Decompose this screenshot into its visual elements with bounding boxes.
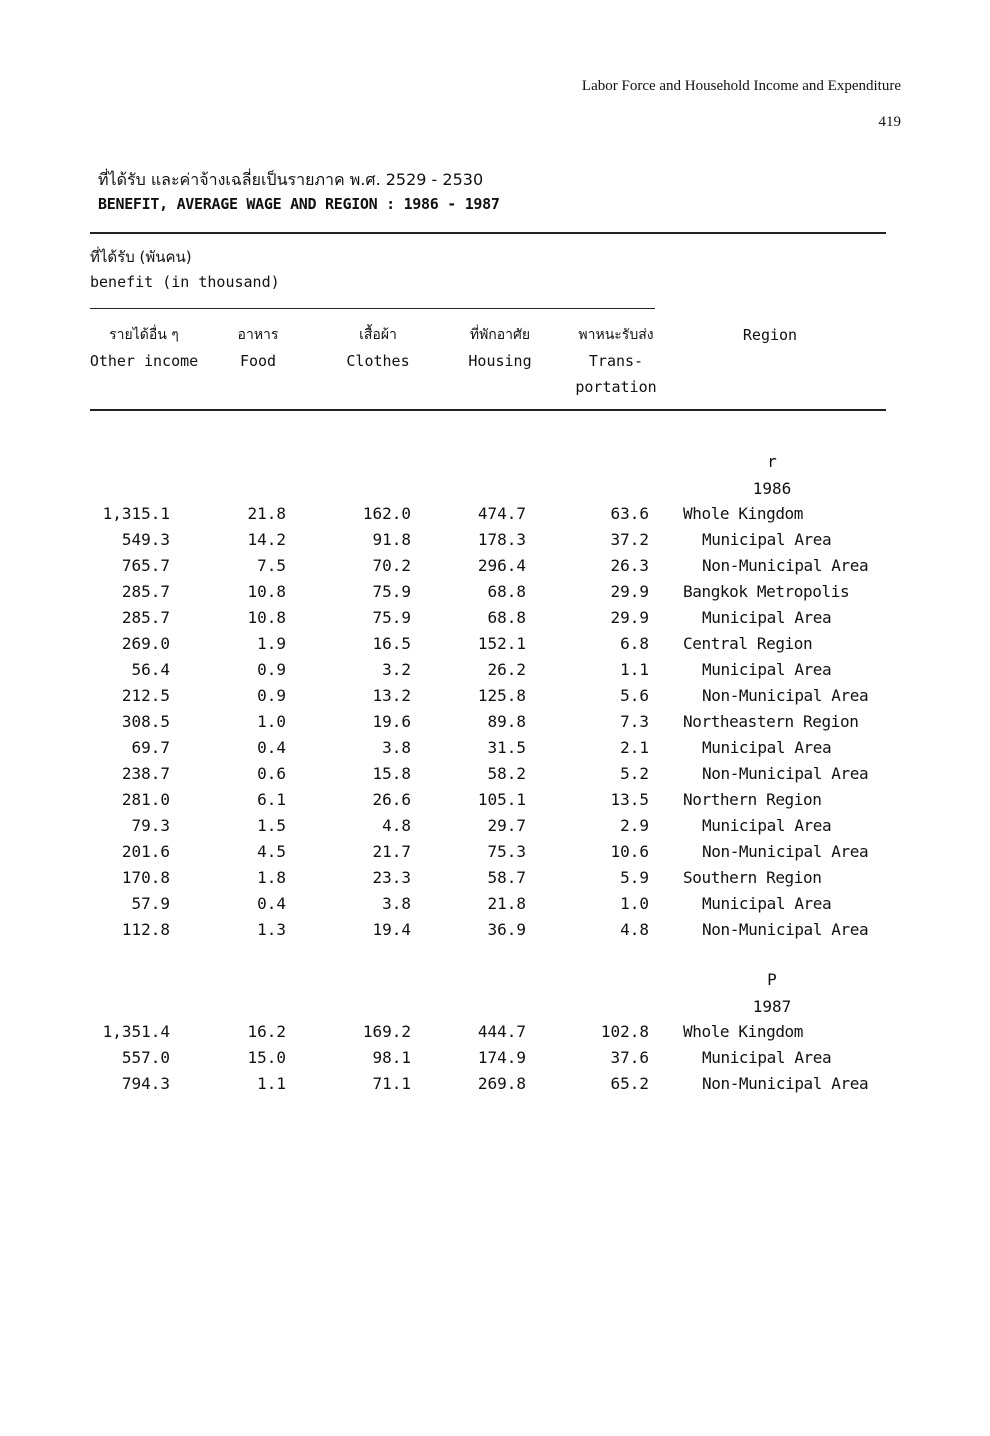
top-rule <box>90 232 886 234</box>
section-year: 1987 <box>752 997 792 1016</box>
cell-other-income: 308.5 <box>121 712 170 731</box>
cell-housing: 29.7 <box>487 816 526 835</box>
table-row <box>0 790 990 816</box>
column-header-english: Food <box>239 352 277 370</box>
cell-housing: 21.8 <box>487 894 526 913</box>
cell-other-income: 212.5 <box>121 686 170 705</box>
cell-other-income: 56.4 <box>131 660 170 679</box>
cell-other-income: 79.3 <box>131 816 170 835</box>
cell-transportation: 63.6 <box>610 504 649 523</box>
cell-housing: 89.8 <box>487 712 526 731</box>
cell-food: 0.6 <box>257 764 286 783</box>
cell-region: Municipal Area <box>702 816 832 835</box>
cell-other-income: 1,315.1 <box>102 504 170 523</box>
cell-food: 10.8 <box>247 608 286 627</box>
table-row <box>0 738 990 764</box>
cell-region: Non-Municipal Area <box>702 686 869 705</box>
section-marker: P <box>767 970 777 989</box>
cell-housing: 68.8 <box>487 582 526 601</box>
cell-transportation: 5.2 <box>620 764 649 783</box>
cell-clothes: 162.0 <box>362 504 411 523</box>
cell-food: 1.9 <box>257 634 286 653</box>
table-row <box>0 712 990 738</box>
cell-transportation: 6.8 <box>620 634 649 653</box>
table-row <box>0 504 990 530</box>
cell-transportation: 2.1 <box>620 738 649 757</box>
cell-other-income: 69.7 <box>131 738 170 757</box>
cell-clothes: 75.9 <box>372 582 411 601</box>
cell-clothes: 3.2 <box>382 660 411 679</box>
column-header-thai: ที่พักอาศัย <box>469 327 531 343</box>
column-header-english: Housing <box>468 352 532 370</box>
cell-region: Northeastern Region <box>683 712 859 731</box>
cell-clothes: 71.1 <box>372 1074 411 1093</box>
cell-food: 7.5 <box>257 556 286 575</box>
table-row <box>0 660 990 686</box>
cell-other-income: 201.6 <box>121 842 170 861</box>
section-year: 1986 <box>752 479 792 498</box>
cell-housing: 58.7 <box>487 868 526 887</box>
column-header-thai: รายได้อื่น ๆ <box>109 327 179 343</box>
cell-transportation: 5.6 <box>620 686 649 705</box>
cell-region: Non-Municipal Area <box>702 556 869 575</box>
column-header-region <box>720 322 820 348</box>
cell-transportation: 29.9 <box>610 608 649 627</box>
cell-food: 1.0 <box>257 712 286 731</box>
cell-food: 15.0 <box>247 1048 286 1067</box>
cell-transportation: 4.8 <box>620 920 649 939</box>
cell-region: Bangkok Metropolis <box>683 582 850 601</box>
cell-other-income: 285.7 <box>121 608 170 627</box>
cell-transportation: 2.9 <box>620 816 649 835</box>
cell-food: 4.5 <box>257 842 286 861</box>
cell-food: 0.4 <box>257 894 286 913</box>
column-header-other-income <box>84 322 204 374</box>
cell-other-income: 269.0 <box>121 634 170 653</box>
cell-housing: 444.7 <box>477 1022 526 1041</box>
cell-food: 1.3 <box>257 920 286 939</box>
cell-clothes: 23.3 <box>372 868 411 887</box>
cell-region: Municipal Area <box>702 660 832 679</box>
cell-region: Non-Municipal Area <box>702 1074 869 1093</box>
cell-housing: 75.3 <box>487 842 526 861</box>
column-header-english-cont: portation <box>575 378 657 396</box>
cell-region: Municipal Area <box>702 894 832 913</box>
header-bottom-rule <box>90 409 886 411</box>
cell-food: 0.9 <box>257 660 286 679</box>
column-header-english: Region <box>742 326 798 344</box>
table-row <box>0 764 990 790</box>
cell-clothes: 75.9 <box>372 608 411 627</box>
cell-food: 0.4 <box>257 738 286 757</box>
table-body <box>0 1022 990 1100</box>
column-header-english: Trans- <box>588 352 644 370</box>
cell-food: 16.2 <box>247 1022 286 1041</box>
cell-housing: 58.2 <box>487 764 526 783</box>
column-header-thai: อาหาร <box>237 327 279 343</box>
cell-food: 21.8 <box>247 504 286 523</box>
cell-food: 1.1 <box>257 1074 286 1093</box>
cell-transportation: 10.6 <box>610 842 649 861</box>
cell-region: Municipal Area <box>702 1048 832 1067</box>
cell-food: 10.8 <box>247 582 286 601</box>
table-title-thai: ที่ได้รับ และค่าจ้างเฉลี่ยเป็นรายภาค พ.ศ. 2529 - 2530 <box>98 170 484 189</box>
cell-region: Whole Kingdom <box>683 1022 804 1041</box>
column-header-english: Clothes <box>346 352 410 370</box>
column-header-food <box>228 322 288 374</box>
cell-transportation: 37.6 <box>610 1048 649 1067</box>
cell-region: Southern Region <box>683 868 822 887</box>
cell-clothes: 26.6 <box>372 790 411 809</box>
cell-transportation: 37.2 <box>610 530 649 549</box>
running-head: Labor Force and Household Income and Expenditure <box>581 78 901 94</box>
cell-other-income: 765.7 <box>121 556 170 575</box>
column-header-transportation <box>568 322 664 400</box>
cell-clothes: 70.2 <box>372 556 411 575</box>
unit-label-english: benefit (in thousand) <box>90 273 280 291</box>
table-row <box>0 634 990 660</box>
column-header-clothes <box>338 322 418 374</box>
table-row <box>0 894 990 920</box>
cell-food: 0.9 <box>257 686 286 705</box>
cell-transportation: 5.9 <box>620 868 649 887</box>
table-row <box>0 686 990 712</box>
column-group-rule <box>90 308 655 309</box>
cell-region: Non-Municipal Area <box>702 764 869 783</box>
table-row <box>0 608 990 634</box>
cell-clothes: 19.4 <box>372 920 411 939</box>
cell-clothes: 98.1 <box>372 1048 411 1067</box>
cell-clothes: 4.8 <box>382 816 411 835</box>
cell-region: Municipal Area <box>702 530 832 549</box>
table-row <box>0 556 990 582</box>
cell-housing: 152.1 <box>477 634 526 653</box>
table-row <box>0 1048 990 1074</box>
table-row <box>0 868 990 894</box>
cell-clothes: 169.2 <box>362 1022 411 1041</box>
table-row <box>0 1074 990 1100</box>
cell-other-income: 112.8 <box>121 920 170 939</box>
table-row <box>0 920 990 946</box>
cell-region: Municipal Area <box>702 738 832 757</box>
cell-other-income: 557.0 <box>121 1048 170 1067</box>
cell-other-income: 170.8 <box>121 868 170 887</box>
page-number: 419 <box>878 114 901 130</box>
table-row <box>0 842 990 868</box>
cell-other-income: 57.9 <box>131 894 170 913</box>
cell-other-income: 285.7 <box>121 582 170 601</box>
cell-transportation: 13.5 <box>610 790 649 809</box>
table-title-english: BENEFIT, AVERAGE WAGE AND REGION : 1986 - 1987 <box>98 195 500 213</box>
cell-region: Non-Municipal Area <box>702 920 869 939</box>
cell-housing: 178.3 <box>477 530 526 549</box>
table-row <box>0 1022 990 1048</box>
column-header-english: Other income <box>89 352 199 370</box>
cell-housing: 174.9 <box>477 1048 526 1067</box>
cell-housing: 36.9 <box>487 920 526 939</box>
cell-transportation: 26.3 <box>610 556 649 575</box>
cell-region: Municipal Area <box>702 608 832 627</box>
cell-transportation: 65.2 <box>610 1074 649 1093</box>
cell-clothes: 13.2 <box>372 686 411 705</box>
cell-other-income: 238.7 <box>121 764 170 783</box>
cell-clothes: 21.7 <box>372 842 411 861</box>
cell-clothes: 15.8 <box>372 764 411 783</box>
cell-clothes: 91.8 <box>372 530 411 549</box>
cell-transportation: 102.8 <box>600 1022 649 1041</box>
cell-housing: 31.5 <box>487 738 526 757</box>
cell-housing: 474.7 <box>477 504 526 523</box>
cell-region: Whole Kingdom <box>683 504 804 523</box>
cell-transportation: 1.0 <box>620 894 649 913</box>
cell-clothes: 3.8 <box>382 894 411 913</box>
cell-clothes: 19.6 <box>372 712 411 731</box>
cell-other-income: 549.3 <box>121 530 170 549</box>
cell-region: Non-Municipal Area <box>702 842 869 861</box>
cell-food: 1.8 <box>257 868 286 887</box>
cell-transportation: 1.1 <box>620 660 649 679</box>
cell-region: Northern Region <box>683 790 822 809</box>
column-header-thai: เสื้อผ้า <box>359 327 397 343</box>
cell-housing: 26.2 <box>487 660 526 679</box>
cell-clothes: 3.8 <box>382 738 411 757</box>
cell-clothes: 16.5 <box>372 634 411 653</box>
table-row <box>0 582 990 608</box>
section-marker: r <box>767 452 777 471</box>
cell-other-income: 281.0 <box>121 790 170 809</box>
cell-food: 6.1 <box>257 790 286 809</box>
column-header-thai: พาหนะรับส่ง <box>578 327 654 343</box>
cell-housing: 105.1 <box>477 790 526 809</box>
table-body <box>0 504 990 946</box>
cell-other-income: 794.3 <box>121 1074 170 1093</box>
cell-food: 1.5 <box>257 816 286 835</box>
column-header-housing <box>460 322 540 374</box>
cell-housing: 269.8 <box>477 1074 526 1093</box>
cell-housing: 296.4 <box>477 556 526 575</box>
table-row <box>0 530 990 556</box>
table-row <box>0 816 990 842</box>
cell-other-income: 1,351.4 <box>102 1022 170 1041</box>
cell-transportation: 7.3 <box>620 712 649 731</box>
cell-housing: 68.8 <box>487 608 526 627</box>
cell-housing: 125.8 <box>477 686 526 705</box>
cell-transportation: 29.9 <box>610 582 649 601</box>
cell-region: Central Region <box>683 634 813 653</box>
unit-label-thai: ที่ได้รับ (พันคน) <box>90 248 192 266</box>
cell-food: 14.2 <box>247 530 286 549</box>
